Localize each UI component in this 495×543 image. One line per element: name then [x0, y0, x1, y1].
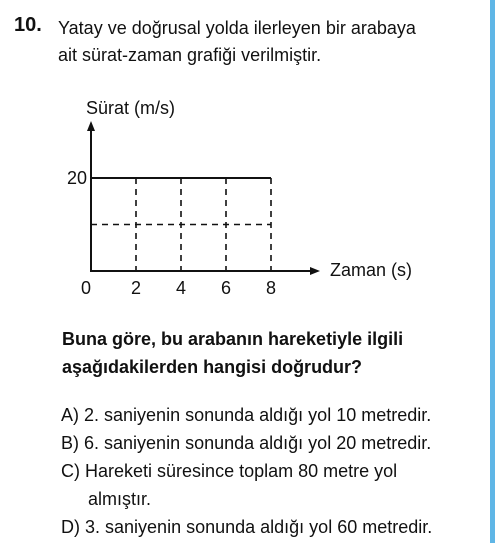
option-letter: D)	[61, 517, 80, 537]
stem-line-1: Yatay ve doğrusal yolda ilerleyen bir arabaya	[58, 18, 416, 38]
prompt-line-1: Buna göre, bu arabanın hareketiyle ilgili	[62, 329, 404, 349]
option-text: 3. saniyenin sonunda aldığı yol 60 metredir.	[85, 517, 433, 537]
option-a[interactable]	[61, 401, 491, 429]
speed-time-graph	[0, 85, 460, 305]
answer-options	[61, 401, 491, 541]
x-tick-label: 4	[175, 278, 187, 298]
question-number: 10.	[14, 14, 42, 36]
stem-line-2: ait sürat-zaman grafiği verilmiştir.	[58, 45, 322, 65]
x-tick-label: 2	[130, 278, 142, 298]
x-tick-label: 6	[220, 278, 232, 298]
y-axis-label: Sürat (m/s)	[86, 98, 176, 118]
option-c[interactable]	[61, 457, 491, 485]
origin-label: 0	[80, 278, 92, 298]
option-letter: B)	[61, 433, 79, 453]
prompt-line-2: aşağıdakilerden hangisi doğrudur?	[62, 357, 363, 377]
question-prompt	[62, 325, 487, 381]
option-c-continuation: almıştır.	[88, 489, 152, 509]
guide-lines	[91, 178, 271, 271]
option-letter: A)	[61, 405, 79, 425]
y-axis-arrow	[87, 121, 95, 131]
y-tick-labels	[67, 168, 87, 188]
option-text: 2. saniyenin sonunda aldığı yol 10 metredir.	[84, 405, 432, 425]
option-text: Hareketi süresince toplam 80 metre yol	[85, 461, 398, 481]
option-d[interactable]	[61, 513, 491, 541]
y-tick-label: 20	[66, 168, 87, 188]
question-stem	[58, 15, 483, 69]
x-axis-arrow	[310, 267, 320, 275]
option-text: 6. saniyenin sonunda aldığı yol 20 metredir.	[84, 433, 432, 453]
x-axis-label: Zaman (s)	[330, 260, 413, 280]
option-b[interactable]	[61, 429, 491, 457]
option-letter: C)	[61, 461, 80, 481]
x-tick-label: 8	[265, 278, 277, 298]
x-tick-labels	[131, 278, 276, 298]
